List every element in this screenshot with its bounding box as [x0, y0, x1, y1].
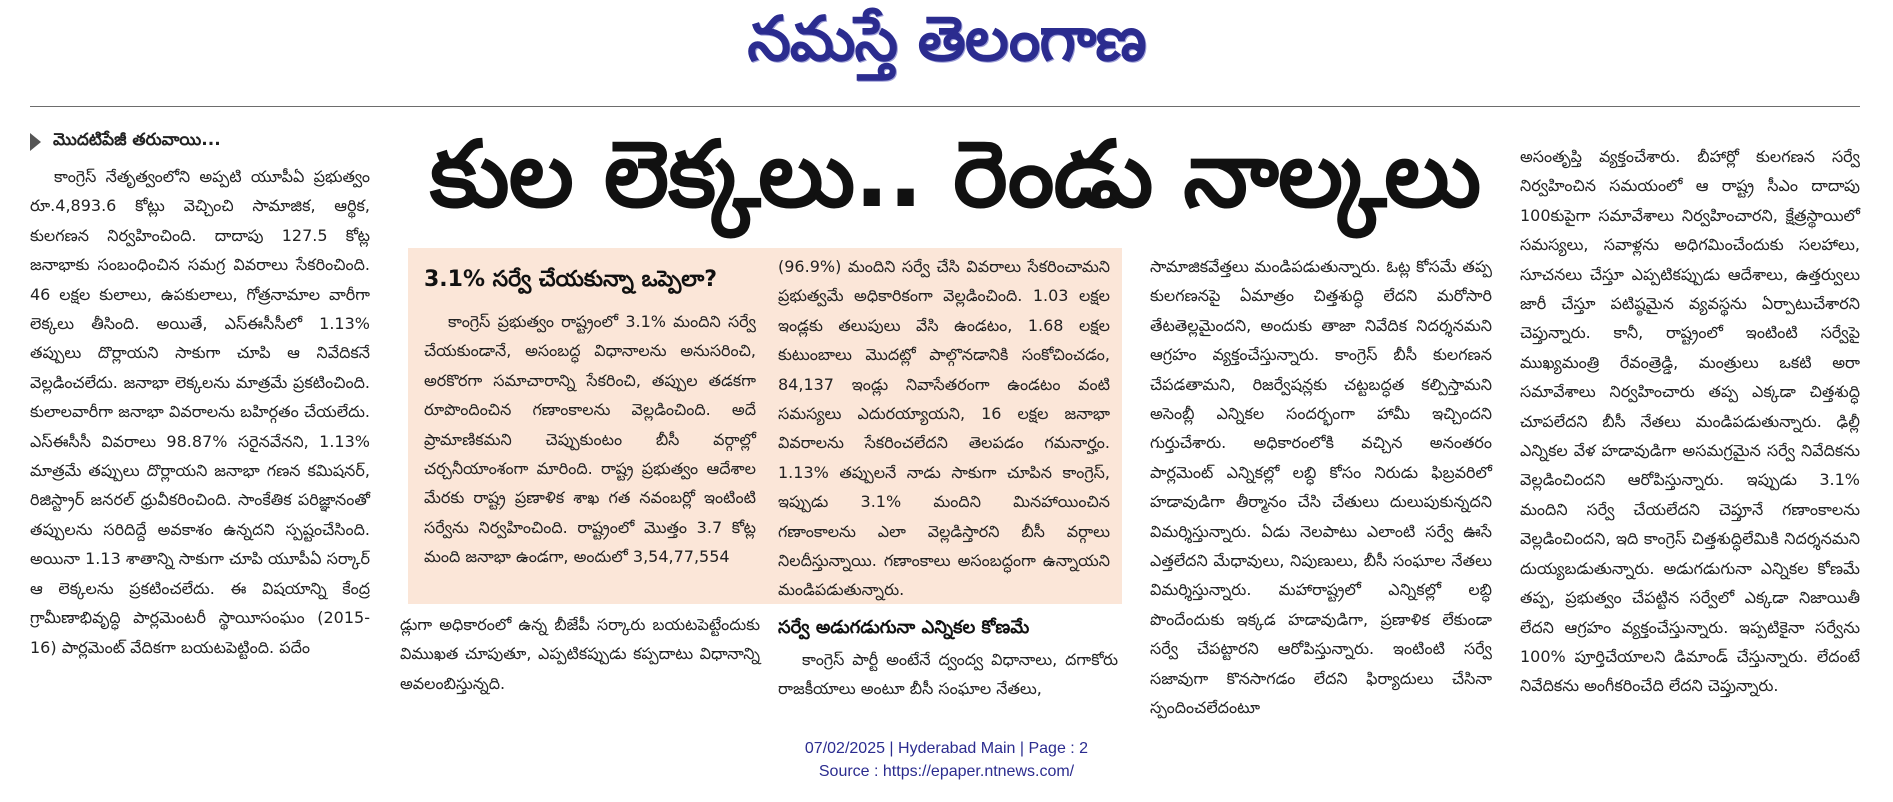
column-2-box-text: కాంగ్రెస్ ప్రభుత్వం రాష్ట్రంలో 3.1% మందిని సర్వే చేయకుండానే, అసంబద్ధ విధానాలను అనుసరించి, అరకొరగా సమాచారాన్ని సేకరించి, తప్పుల తడకగా రూపొందించిన గణాంకాలను వెల్లడించింది. అదే ప్రామాణికమని చెప్పుకుంటం బీసీ వర్గాల్లో చర్చనీయాంశంగా మారింది. రాష్ట్ర ప్రభుత్వం ఆదేశాల మేరకు రాష్ట్ర ప్రణాళిక శాఖ గత నవంబర్లో ఇంటింటి సర్వేను నిర్వహించింది. రాష్ట్రంలో మొత్తం 3.7 కోట్ల మంది జనాభా ఉండగా, అందులో 3,54,77,554 — [424, 312, 756, 567]
article-column-2-below — [400, 610, 760, 702]
column-4-text: సామాజికవేత్తలు మండిపడుతున్నారు. ఓట్ల కోసమే తప్ప కులగణనపై ఏమాత్రం చిత్తశుద్ధి లేదని మరోసారి తేటతెల్లమైందని, అందుకు తాజా నివేదిక నిదర్శనమని ఆగ్రహం వ్యక్తంచేస్తున్నారు. కాంగ్రెస్ బీసీ కులగణన చేపడతామని, రిజర్వేషన్లకు చట్టబద్ధత కల్పిస్తామని అసెంబ్లీ ఎన్నికల సందర్భంగా హామీ ఇచ్చిందని గుర్తుచేశారు. అధికారంలోకి వచ్చిన అనంతరం పార్లమెంట్ ఎన్నికల్లో లబ్ధి కోసం నిరుడు ఫిబ్రవరిలో హడావుడిగా తీర్మానం చేసి చేతులు దులుపుకున్నదని విమర్శిస్తున్నారు. ఏడు నెలపాటు ఎలాంటి సర్వే ఊసే ఎత్తలేదని మేధావులు, నిపుణులు, బీసీ సంఘాల నేతలు విమర్శిస్తున్నారు. మహారాష్ట్రలో ఎన్నికల్లో లబ్ధి పొందేందుకు ఇక్కడ హడావుడిగా, ప్రణాళిక లేకుండా సర్వే చేపట్టారని ఆరోపిస్తున్నారు. ఇంటింటి సర్వే సజావుగా కొనసాగడం లేదని ఫిర్యాదులు చేసినా స్పందించలేదంటూ — [1150, 257, 1492, 718]
box-title: 3.1% సర్వే చేయకున్నా ఒప్పెలా? — [424, 267, 718, 292]
column-5-text: అసంతృప్తి వ్యక్తంచేశారు. బీహార్లో కులగణన సర్వే నిర్వహించిన సమయంలో ఆ రాష్ట్ర సీఎం దాదాపు 100కుపైగా సమావేశాలు నిర్వహించారని, క్షేత్రస్థాయిలో సమస్యలు, సవాళ్లను అధిగమించేందుకు సలహాలు, సూచనలు చేస్తూ ఎప్పటికప్పుడు ఆదేశాలు, ఉత్తర్వులు జారీ చేస్తూ పటిష్ఠమైన వ్యవస్థను ఏర్పాటుచేశారని చెప్తున్నారు. కానీ, రాష్ట్రంలో ఇంటింటి సర్వేపై ముఖ్యమంత్రి రేవంత్రెడ్డి, మంత్రులు ఒకటి అరా సమావేశాలు నిర్వహించారు తప్ప ఎక్కడా చిత్తశుద్ధి చూపలేదని బీసీ నేతలు మండిపడుతున్నారు. ఢిల్లీ ఎన్నికల వేళ హడావుడిగా అసమగ్రమైన సర్వే నివేదికను వెల్లడించిందని ఆరోపిస్తున్నారు. ఇప్పుడు 3.1% మందిని సర్వే చేయలేదని చెప్తూనే గణాంకాలను వెల్లడించిందని, ఇది కాంగ్రెస్ చిత్తశుద్ధిలేమికి నిదర్శనమని దుయ్యబడుతున్నారు. అడుగడుగునా ఎన్నికల కోణమే తప్ప, ప్రభుత్వం చేపట్టిన సర్వేలో ఎక్కడా నిజాయితీ లేదని ఆగ్రహం వ్యక్తంచేస్తున్నారు. ఇప్పటికైనా సర్వేను 100% పూర్తిచేయాలని డిమాండ్ చేస్తున్నారు. లేదంటే నివేదికను అంగీకరించేది లేదని చెప్తున్నారు. — [1520, 147, 1860, 696]
article-column-3-below — [778, 645, 1118, 707]
article-column-4 — [1150, 252, 1492, 718]
footer-date-line: 07/02/2025 | Hyderabad Main | Page : 2 — [804, 740, 1089, 757]
continued-kicker — [30, 128, 370, 156]
article-column-2-box — [424, 307, 756, 601]
chevron-right-icon — [30, 133, 41, 151]
column-1-text: కాంగ్రెస్ నేతృత్వంలోని అప్పటి యూపీఏ ప్రభుత్వం రూ.4,893.6 కోట్లు వెచ్చించి సామాజిక, ఆర్థిక, కులగణన నిర్వహించింది. దాదాపు 127.5 కోట్ల జనాభాకు సంబంధించిన సమగ్ర వివరాలు సేకరించింది. 46 లక్షల కులాలు, ఉపకులాలు, గోత్రనామాల వారీగా లెక్కలు తీసింది. అయితే, ఎస్ఈసీసీలో 1.13% తప్పులు దొర్లాయని సాకుగా చూపి ఆ నివేదికనే వెల్లడించలేదు. జనాభా లెక్కలను మాత్రమే ప్రకటించింది. కులాలవారీగా జనాభా వివరాలను బహిర్గతం చేయలేదు. ఎస్ఈసీసీ వివరాలు 98.87% సరైనవేనని, 1.13% మాత్రమే తప్పులు దొర్లాయని జనాభా గణన కమిషనర్, రిజిస్ట్రార్ జనరల్ ధ్రువీకరించింది. సాంకేతిక పరిజ్ఞానంతో తప్పులను సరిదిద్దే అవకాశం ఉన్నదని స్పష్టంచేసింది. అయినా 1.13 శాతాన్ని సాకుగా చూపి యూపీఏ సర్కార్ ఆ లెక్కలను ప్రకటించలేదు. ఈ విషయాన్ని కేంద్ర గ్రామీణాభివృద్ధి పార్లమెంటరీ స్థాయీసంఘం (2015-16) పార్లమెంట్ వేదికగా బయటపెట్టింది. పదేం — [30, 167, 370, 657]
column-3-below-text: కాంగ్రెస్ పార్టీ అంటేనే ద్వంద్వ విధానాలు, దగాకోరు రాజకీయాలు అంటూ బీసీ సంఘాల నేతలు, — [778, 650, 1118, 699]
masthead-logo: నమస్తే తెలంగాణ — [747, 2, 1146, 75]
kicker-label: మొదటిపేజీ తరువాయి... — [53, 130, 221, 150]
column-3-subhead: సర్వే అడుగడుగునా ఎన్నికల కోణమే — [778, 617, 1030, 638]
article-column-3-box — [778, 252, 1110, 598]
article-headline: కుల లెక్కలు.. రెండు నాల్కలు — [429, 121, 1481, 228]
column-3-box-text: (96.9%) మందిని సర్వే చేసి వివరాలు సేకరించామని ప్రభుత్వమే అధికారికంగా వెల్లడించింది. 1.03 లక్షల ఇండ్లకు తలుపులు వేసి ఉండటం, 1.68 లక్షల కుటుంబాలు మొదట్లో పాల్గొనడానికి సంకోచించడం, 84,137 ఇండ్లు నివాసేతరంగా ఉండటం వంటి సమస్యలు ఎదురయ్యాయని, 16 లక్షల జనాభా వివరాలను సేకరించలేదని తెలపడం గమనార్హం. 1.13% తప్పులనే నాడు సాకుగా చూపిన కాంగ్రెస్, ఇప్పుడు 3.1% మందిని మినహాయించిన గణాంకాలను ఎలా వెల్లడిస్తారని బీసీ వర్గాలు నిలదీస్తున్నాయి. గణాంకాలు అసంబద్ధంగా ఉన్నాయని మండిపడుతున్నారు. — [778, 257, 1110, 600]
column-2-below-text: డ్లుగా అధికారంలో ఉన్న బీజేపీ సర్కారు బయటపెట్టేందుకు విముఖత చూపుతూ, ఎప్పటికప్పుడు కప్పదాటు విధానాన్ని అవలంబిస్తున్నది. — [400, 615, 760, 693]
article-column-1 — [30, 162, 370, 702]
header-divider — [30, 106, 1860, 107]
footer-source-line: Source : https://epaper.ntnews.com/ — [818, 763, 1075, 780]
article-column-5 — [1520, 142, 1860, 702]
